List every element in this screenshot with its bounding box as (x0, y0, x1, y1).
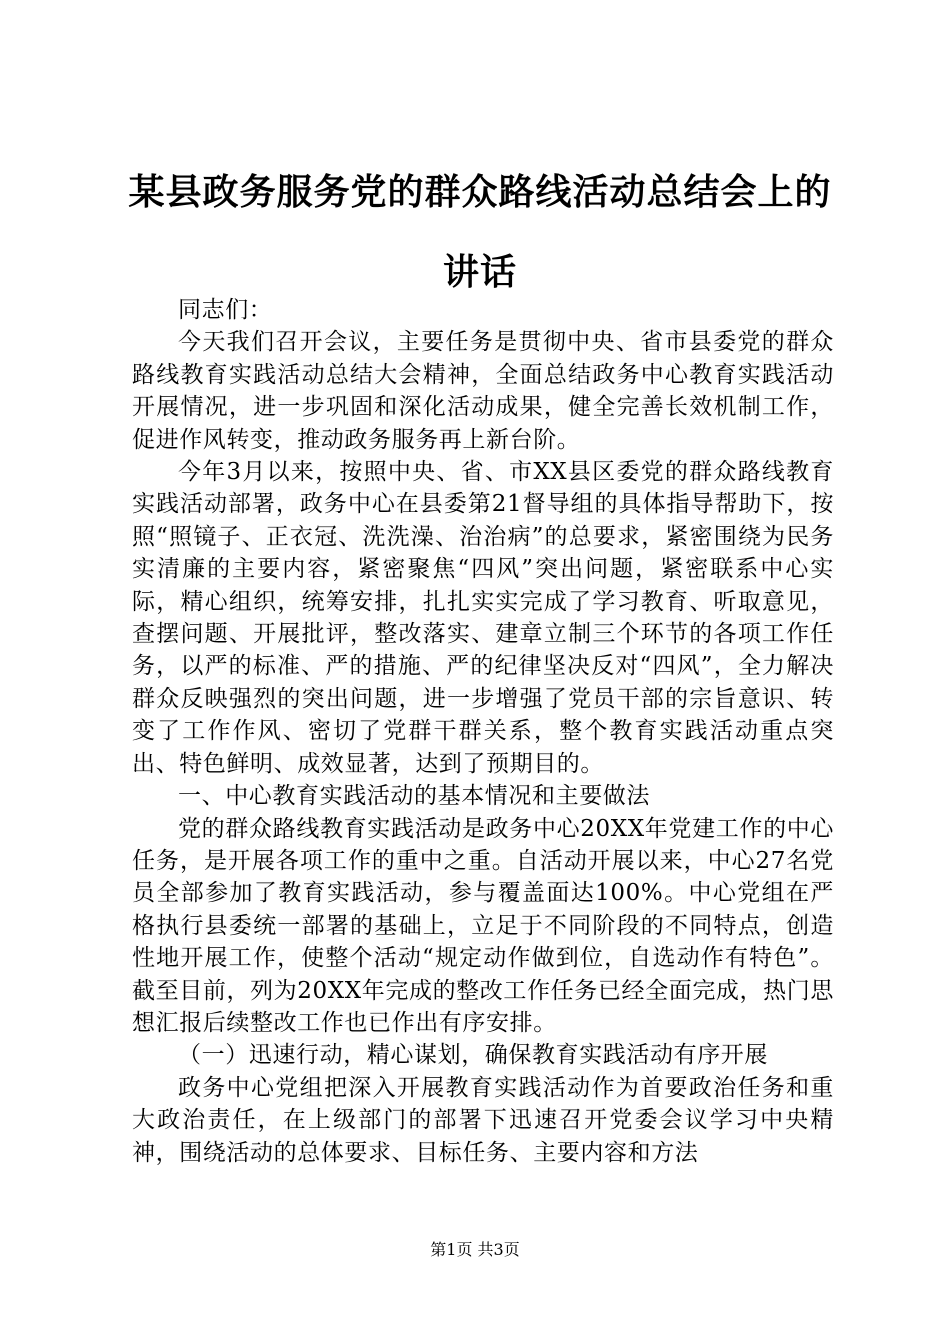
section-heading: 一、中心教育实践活动的基本情况和主要做法 (178, 783, 650, 810)
section-paragraph: 党的群众路线教育实践活动是政务中心20XX年党建工作的中心任务，是开展各项工作的重中之重。自活动开展以来，中心27名党员全部参加了教育实践活动，参与覆盖面达100%。中心党组在严格执行县委统一部署的基础上，立足于不同阶段的不同特点，创造性地开展工作，使整个活动“规定动作做到位，自选动作有特色”。截至目前，列为20XX年完成的整改工作任务已经全面完成，热门思想汇报后续整改工作也已作出有序安排。 (132, 815, 834, 1036)
salutation: 同志们： (178, 297, 273, 323)
page-footer: 第1页 共3页 (430, 1240, 520, 1259)
subsection-paragraph: 政务中心党组把深入开展教育实践活动作为首要政治任务和重大政治责任，在上级部门的部署下迅速召开党委会议学习中央精神，围绕活动的总体要求、目标任务、主要内容和方法 (132, 1074, 834, 1166)
intro-paragraph: 今天我们召开会议，主要任务是贯彻中央、省市县委党的群众路线教育实践活动总结大会精神，全面总结政务中心教育实践活动开展情况，进一步巩固和深化活动成果，健全完善长效机制工作，促进作风转变，推动政务服务再上新台阶。 (132, 329, 834, 453)
background-paragraph: 今年3月以来，按照中央、省、市XX县区委党的群众路线教育实践活动部署，政务中心在县委第21督导组的具体指导帮助下，按照“照镜子、正衣冠、洗洗澡、治治病”的总要求，紧密围绕为民务实清廉的主要内容，紧密聚焦“四风”突出问题，紧密联系中心实际，精心组织，统筹安排，扎扎实实完成了学习教育、听取意见，查摆问题、开展批评，整改落实、建章立制三个环节的各项工作任务，以严的标准、严的措施、严的纪律坚决反对“四风”，全力解决群众反映强烈的突出问题，进一步增强了党员干部的宗旨意识、转变了工作作风、密切了党群干群关系，整个教育实践活动重点突出、特色鲜明、成效显著，达到了预期目的。 (132, 459, 834, 777)
subsection-heading: （一）迅速行动，精心谋划，确保教育实践活动有序开展 (178, 1042, 768, 1069)
document-title: 某县政务服务党的群众路线活动总结会上的讲话 (128, 171, 832, 293)
document-body (132, 294, 834, 1169)
